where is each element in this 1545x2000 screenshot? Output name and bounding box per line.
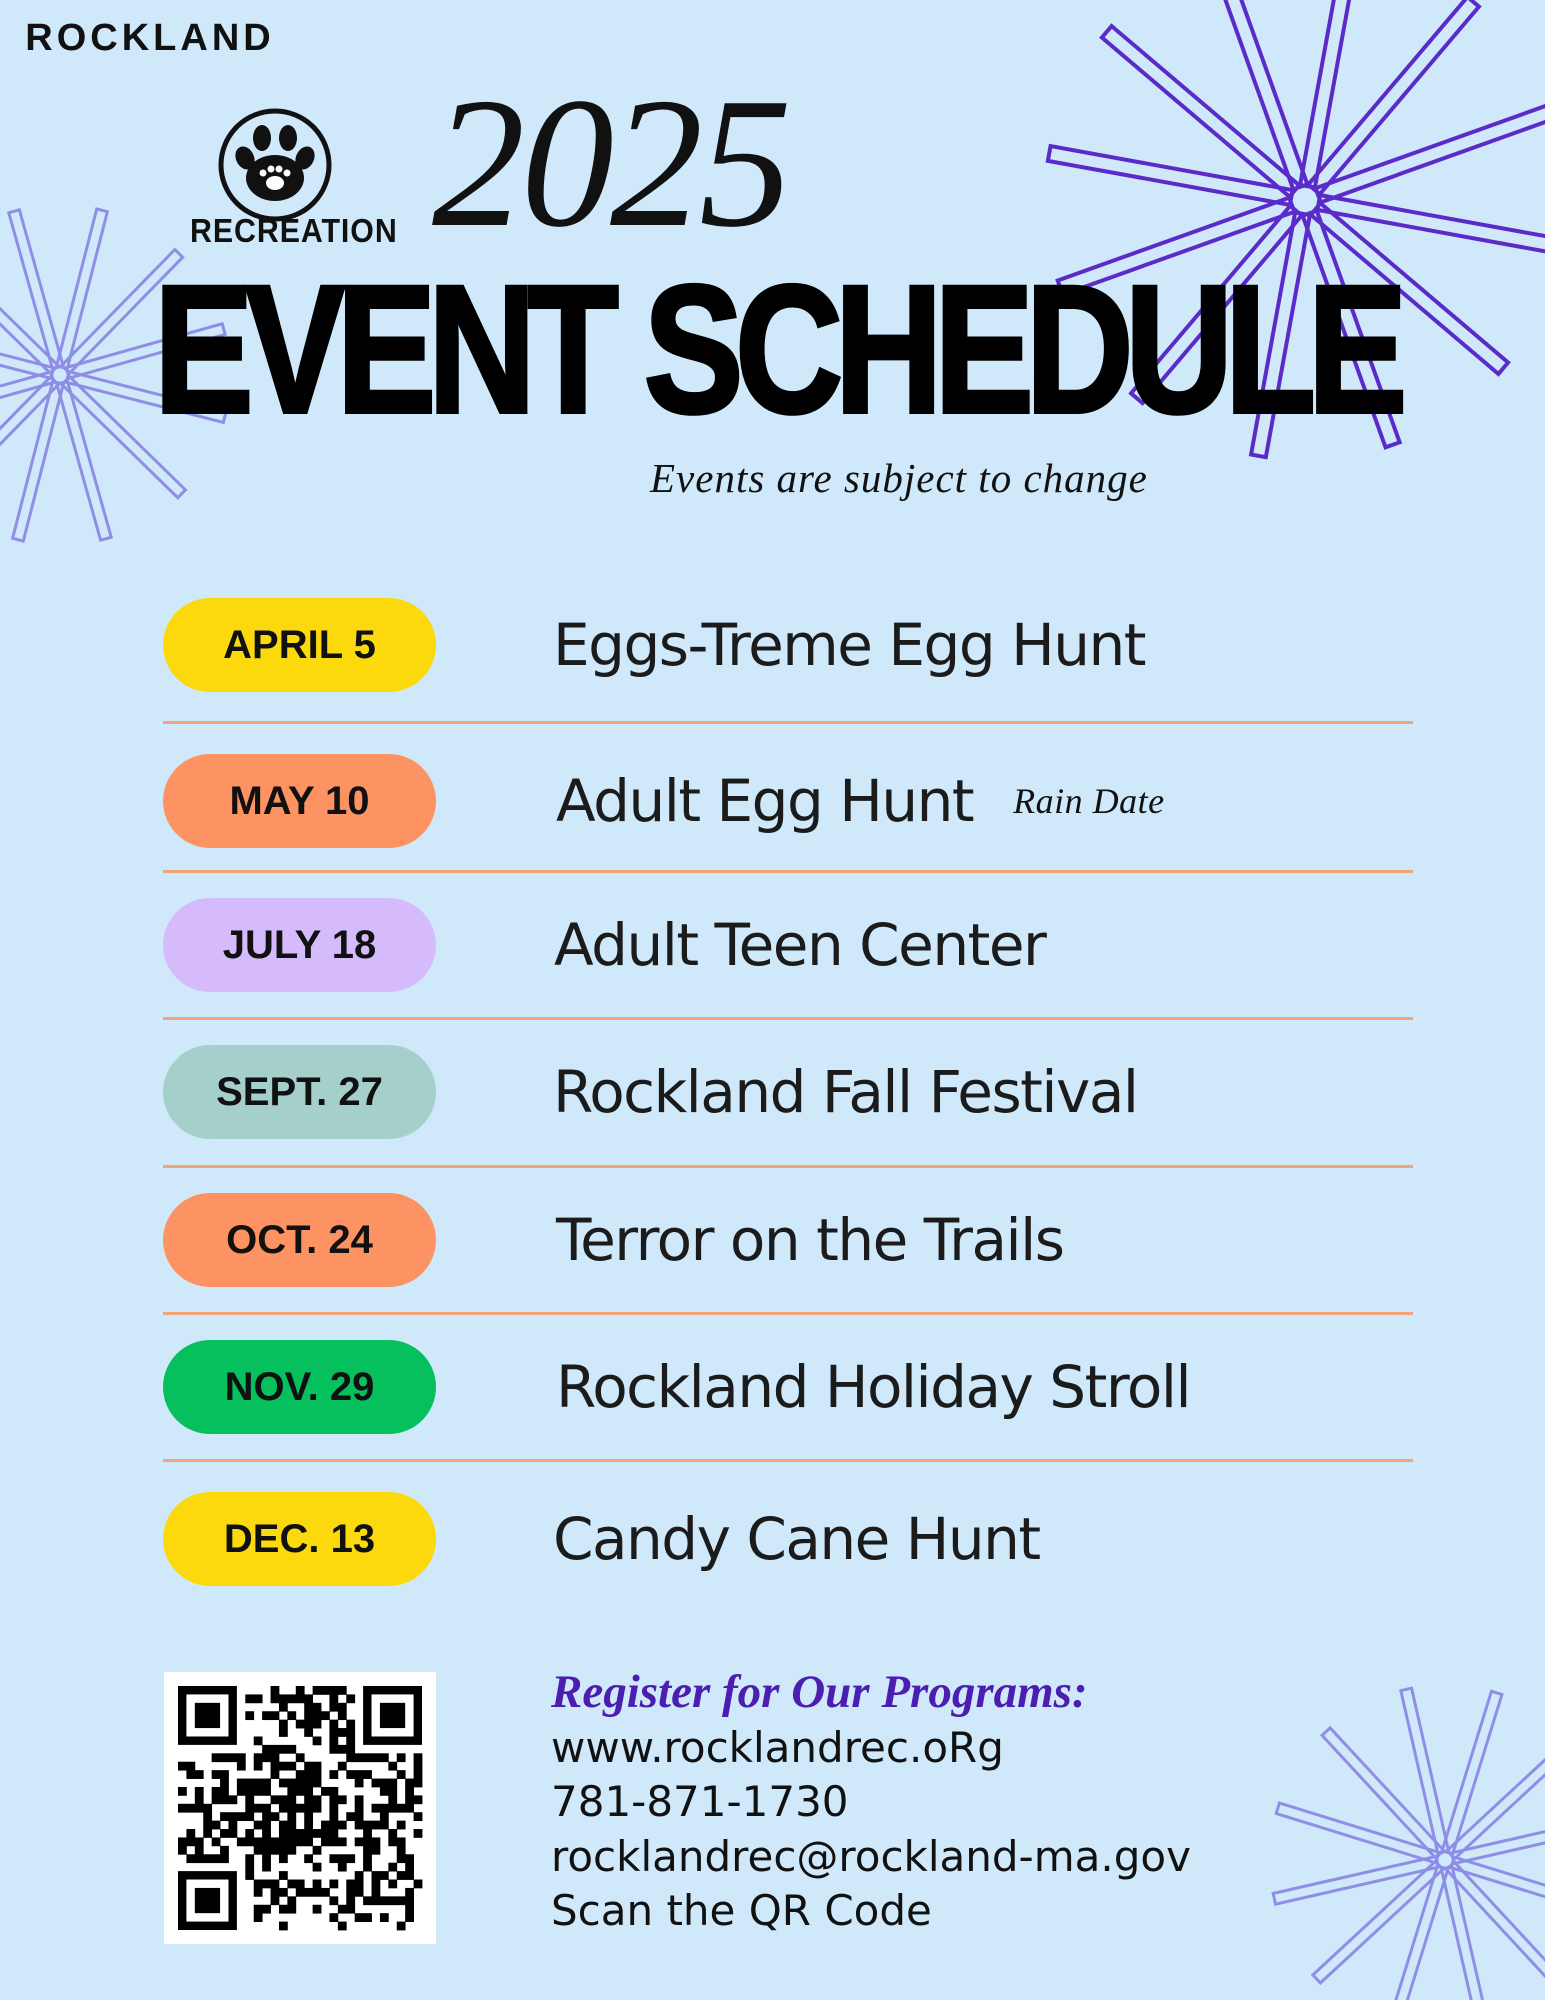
- event-row: [163, 898, 1413, 994]
- email-link[interactable]: rocklandrec@rockland-ma.gov: [551, 1832, 1191, 1881]
- starburst-decoration-icon: [1265, 1680, 1545, 2000]
- event-date-badge: NOV. 29: [163, 1340, 436, 1434]
- paw-print-icon: [232, 125, 318, 201]
- starburst-spoke: [1276, 1803, 1439, 1863]
- event-date-badge: JULY 18: [163, 898, 436, 992]
- logo-top-text: ROCKLAND: [25, 17, 275, 59]
- year-heading: 2025: [432, 60, 788, 266]
- starburst-spoke: [1316, 105, 1545, 202]
- event-title: Terror on the Trails: [556, 1206, 1064, 1274]
- row-divider: [163, 1017, 1413, 1020]
- event-name: [556, 1193, 1063, 1287]
- event-date-badge: MAY 10: [163, 754, 436, 848]
- starburst-spoke: [1317, 195, 1545, 254]
- event-title: Eggs-Treme Egg Hunt: [553, 611, 1145, 679]
- event-title: Rockland Fall Festival: [553, 1058, 1138, 1126]
- event-name: [553, 598, 1145, 692]
- row-divider: [163, 870, 1413, 873]
- event-row: [163, 1045, 1413, 1141]
- phone-number[interactable]: 781-871-1730: [551, 1777, 849, 1826]
- event-title: Adult Teen Center: [554, 911, 1046, 979]
- starburst-spoke: [1210, 0, 1307, 189]
- page-title: EVENT SCHEDULE: [154, 247, 1400, 451]
- row-divider: [163, 1165, 1413, 1168]
- starburst-spoke: [1102, 26, 1299, 197]
- starburst-spoke: [1388, 1866, 1448, 2000]
- event-date-badge: APRIL 5: [163, 598, 436, 692]
- event-date-badge: DEC. 13: [163, 1492, 436, 1586]
- starburst-spoke: [1441, 1867, 1489, 2000]
- starburst-spoke: [1452, 1816, 1545, 1864]
- logo-bottom-text: RECREATION: [190, 212, 398, 249]
- event-row: [163, 754, 1413, 850]
- event-title: Rockland Holiday Stroll: [556, 1353, 1191, 1421]
- event-name: [553, 1045, 1138, 1139]
- event-date-badge: OCT. 24: [163, 1193, 436, 1287]
- event-title: Candy Cane Hunt: [553, 1505, 1040, 1573]
- event-date-badge: SEPT. 27: [163, 1045, 436, 1139]
- website-link[interactable]: www.rocklandrec.oRg: [551, 1723, 1004, 1772]
- event-row: [163, 1492, 1413, 1588]
- event-row: [163, 1340, 1413, 1436]
- starburst-spoke: [1048, 146, 1293, 205]
- starburst-spoke: [1447, 1737, 1545, 1859]
- event-name: [556, 1340, 1190, 1434]
- rain-date-note: Rain Date: [1013, 781, 1165, 821]
- register-heading: Register for Our Programs:: [551, 1666, 1088, 1718]
- row-divider: [163, 1459, 1413, 1462]
- event-row: [163, 598, 1413, 694]
- event-name: [554, 898, 1045, 992]
- event-row: [163, 1193, 1413, 1289]
- starburst-spoke: [1442, 1691, 1502, 1854]
- qr-code-icon[interactable]: [164, 1672, 436, 1944]
- scan-instruction: Scan the QR Code: [551, 1886, 932, 1935]
- row-divider: [163, 1312, 1413, 1315]
- starburst-spoke: [1308, 0, 1479, 194]
- page-subtitle: Events are subject to change: [650, 455, 1148, 501]
- row-divider: [163, 721, 1413, 724]
- event-name: [553, 1492, 1040, 1586]
- event-title: Adult Egg Hunt: [556, 767, 974, 835]
- event-name: [556, 754, 1165, 848]
